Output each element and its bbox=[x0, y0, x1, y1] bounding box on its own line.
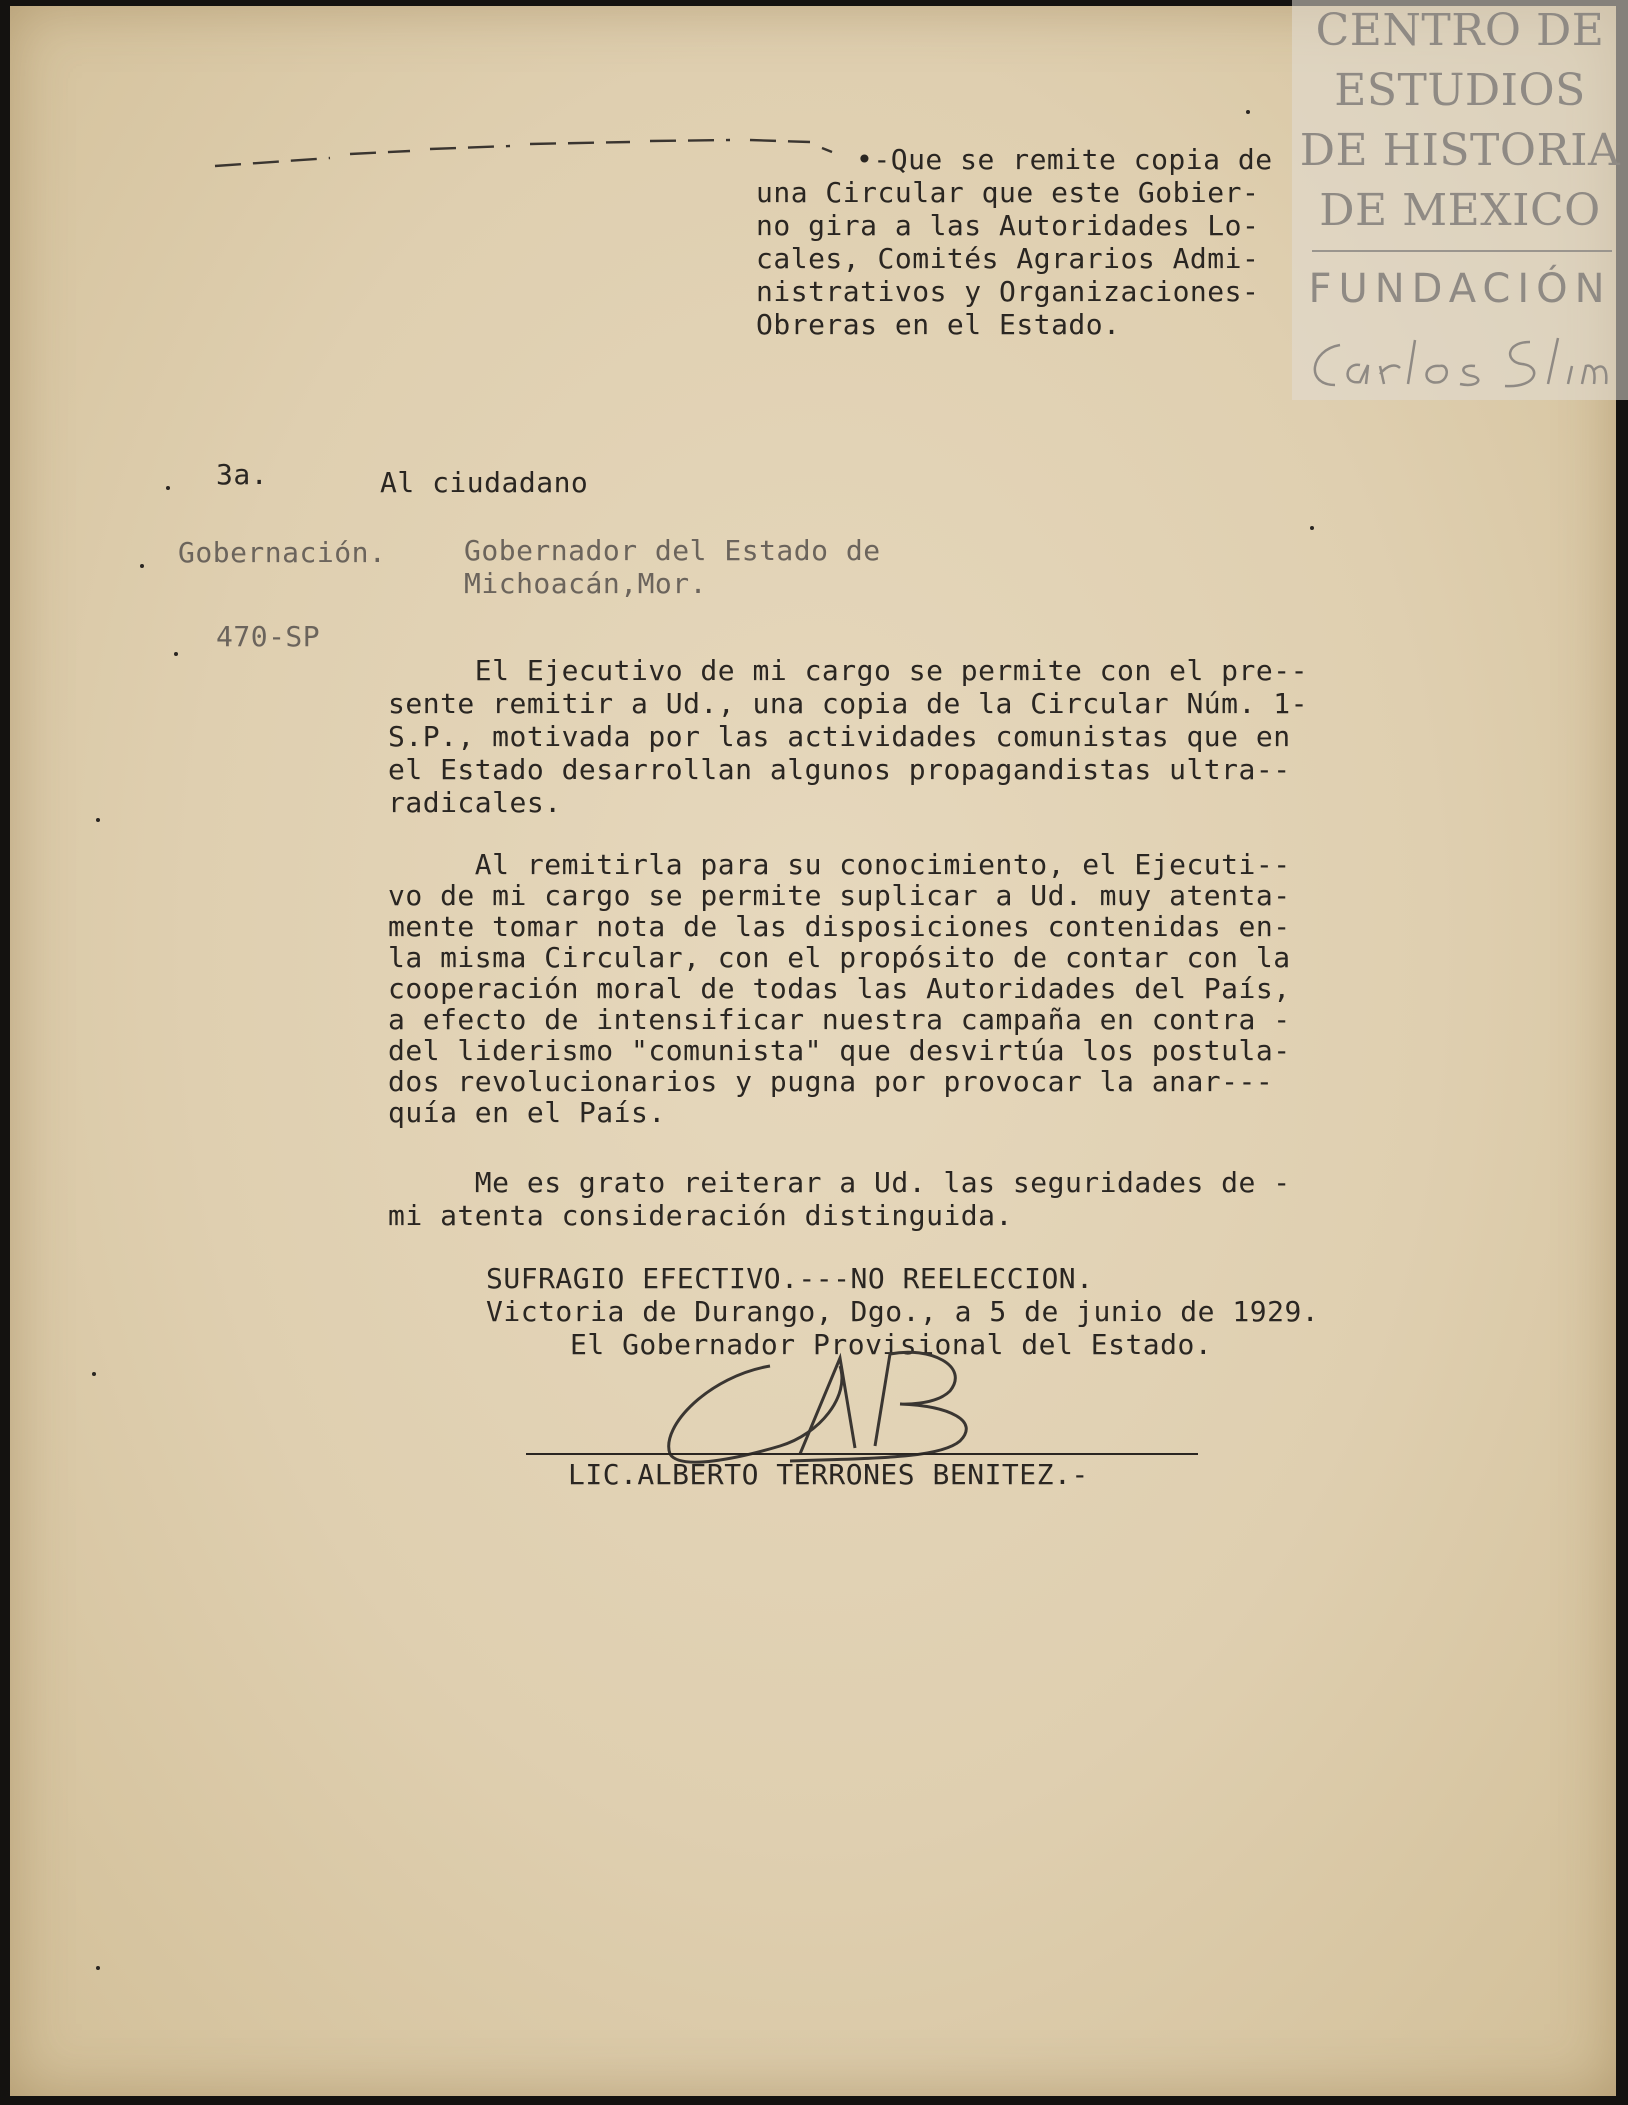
body-line: del liderismo "comunista" que desvirtúa los postula- bbox=[388, 1034, 1291, 1067]
signatory-name: LIC.ALBERTO TERRONES BENITEZ.- bbox=[568, 1458, 1089, 1491]
section-number: 3a. bbox=[216, 458, 269, 491]
summary-line: Obreras en el Estado. bbox=[756, 308, 1121, 341]
margin-dot bbox=[92, 1372, 96, 1376]
margin-dot bbox=[96, 818, 100, 822]
margin-dot bbox=[140, 564, 144, 568]
signer-title: El Gobernador Provisional del Estado. bbox=[570, 1328, 1213, 1361]
margin-dot bbox=[96, 1966, 100, 1970]
body-line: El Ejecutivo de mi cargo se permite con el pre-- bbox=[388, 654, 1308, 687]
watermark-line: DE MEXICO bbox=[1319, 185, 1601, 236]
summary-line: •-Que se remite copia de bbox=[856, 143, 1273, 176]
body-line: sente remitir a Ud., una copia de la Circular Núm. 1- bbox=[388, 687, 1308, 720]
watermark-script-logo bbox=[1300, 330, 1620, 400]
recipient-line: Gobernador del Estado de bbox=[464, 534, 881, 567]
summary-line: no gira a las Autoridades Lo- bbox=[756, 209, 1260, 242]
watermark-line: FUNDACIÓN bbox=[1308, 266, 1612, 312]
body-line: Me es grato reiterar a Ud. las seguridades de - bbox=[388, 1166, 1291, 1199]
body-line: mente tomar nota de las disposiciones contenidas en- bbox=[388, 910, 1291, 943]
salutation: Al ciudadano bbox=[380, 466, 589, 499]
body-line: radicales. bbox=[388, 786, 562, 819]
body-line: quía en el País. bbox=[388, 1096, 666, 1129]
body-line: dos revolucionarios y pugna por provocar la anar--- bbox=[388, 1065, 1274, 1098]
body-line: a efecto de intensificar nuestra campaña en contra - bbox=[388, 1003, 1291, 1036]
margin-dot bbox=[174, 652, 178, 656]
file-number: 470-SP bbox=[216, 620, 321, 653]
department-label: Gobernación. bbox=[178, 536, 387, 569]
body-line: Al remitirla para su conocimiento, el Ejecuti-- bbox=[388, 848, 1291, 881]
watermark-line: CENTRO DE bbox=[1315, 5, 1605, 56]
margin-dot bbox=[1246, 110, 1250, 114]
body-line: mi atenta consideración distinguida. bbox=[388, 1199, 1013, 1232]
recipient-line: Michoacán,Mor. bbox=[464, 567, 708, 600]
handwritten-signature bbox=[650, 1336, 1010, 1476]
archive-watermark bbox=[1292, 0, 1628, 400]
watermark-rule bbox=[1312, 250, 1612, 252]
place-date: Victoria de Durango, Dgo., a 5 de junio de 1929. bbox=[486, 1295, 1320, 1328]
summary-line: cales, Comités Agrarios Admi- bbox=[756, 242, 1260, 275]
body-line: S.P., motivada por las actividades comunistas que en bbox=[388, 720, 1291, 753]
header-dashed-rule bbox=[210, 118, 850, 178]
margin-dot bbox=[166, 486, 170, 490]
signature-line bbox=[526, 1453, 1198, 1455]
summary-line: una Circular que este Gobier- bbox=[756, 176, 1260, 209]
body-line: el Estado desarrollan algunos propagandistas ultra-- bbox=[388, 753, 1291, 786]
margin-dot bbox=[1310, 526, 1314, 530]
body-line: la misma Circular, con el propósito de contar con la bbox=[388, 941, 1291, 974]
summary-line: nistrativos y Organizaciones- bbox=[756, 275, 1260, 308]
watermark-line: DE HISTORIA bbox=[1299, 125, 1621, 176]
body-line: cooperación moral de todas las Autoridades del País, bbox=[388, 972, 1291, 1005]
body-line: vo de mi cargo se permite suplicar a Ud. muy atenta- bbox=[388, 879, 1291, 912]
watermark-line: ESTUDIOS bbox=[1334, 65, 1586, 116]
motto: SUFRAGIO EFECTIVO.---NO REELECCION. bbox=[486, 1262, 1094, 1295]
